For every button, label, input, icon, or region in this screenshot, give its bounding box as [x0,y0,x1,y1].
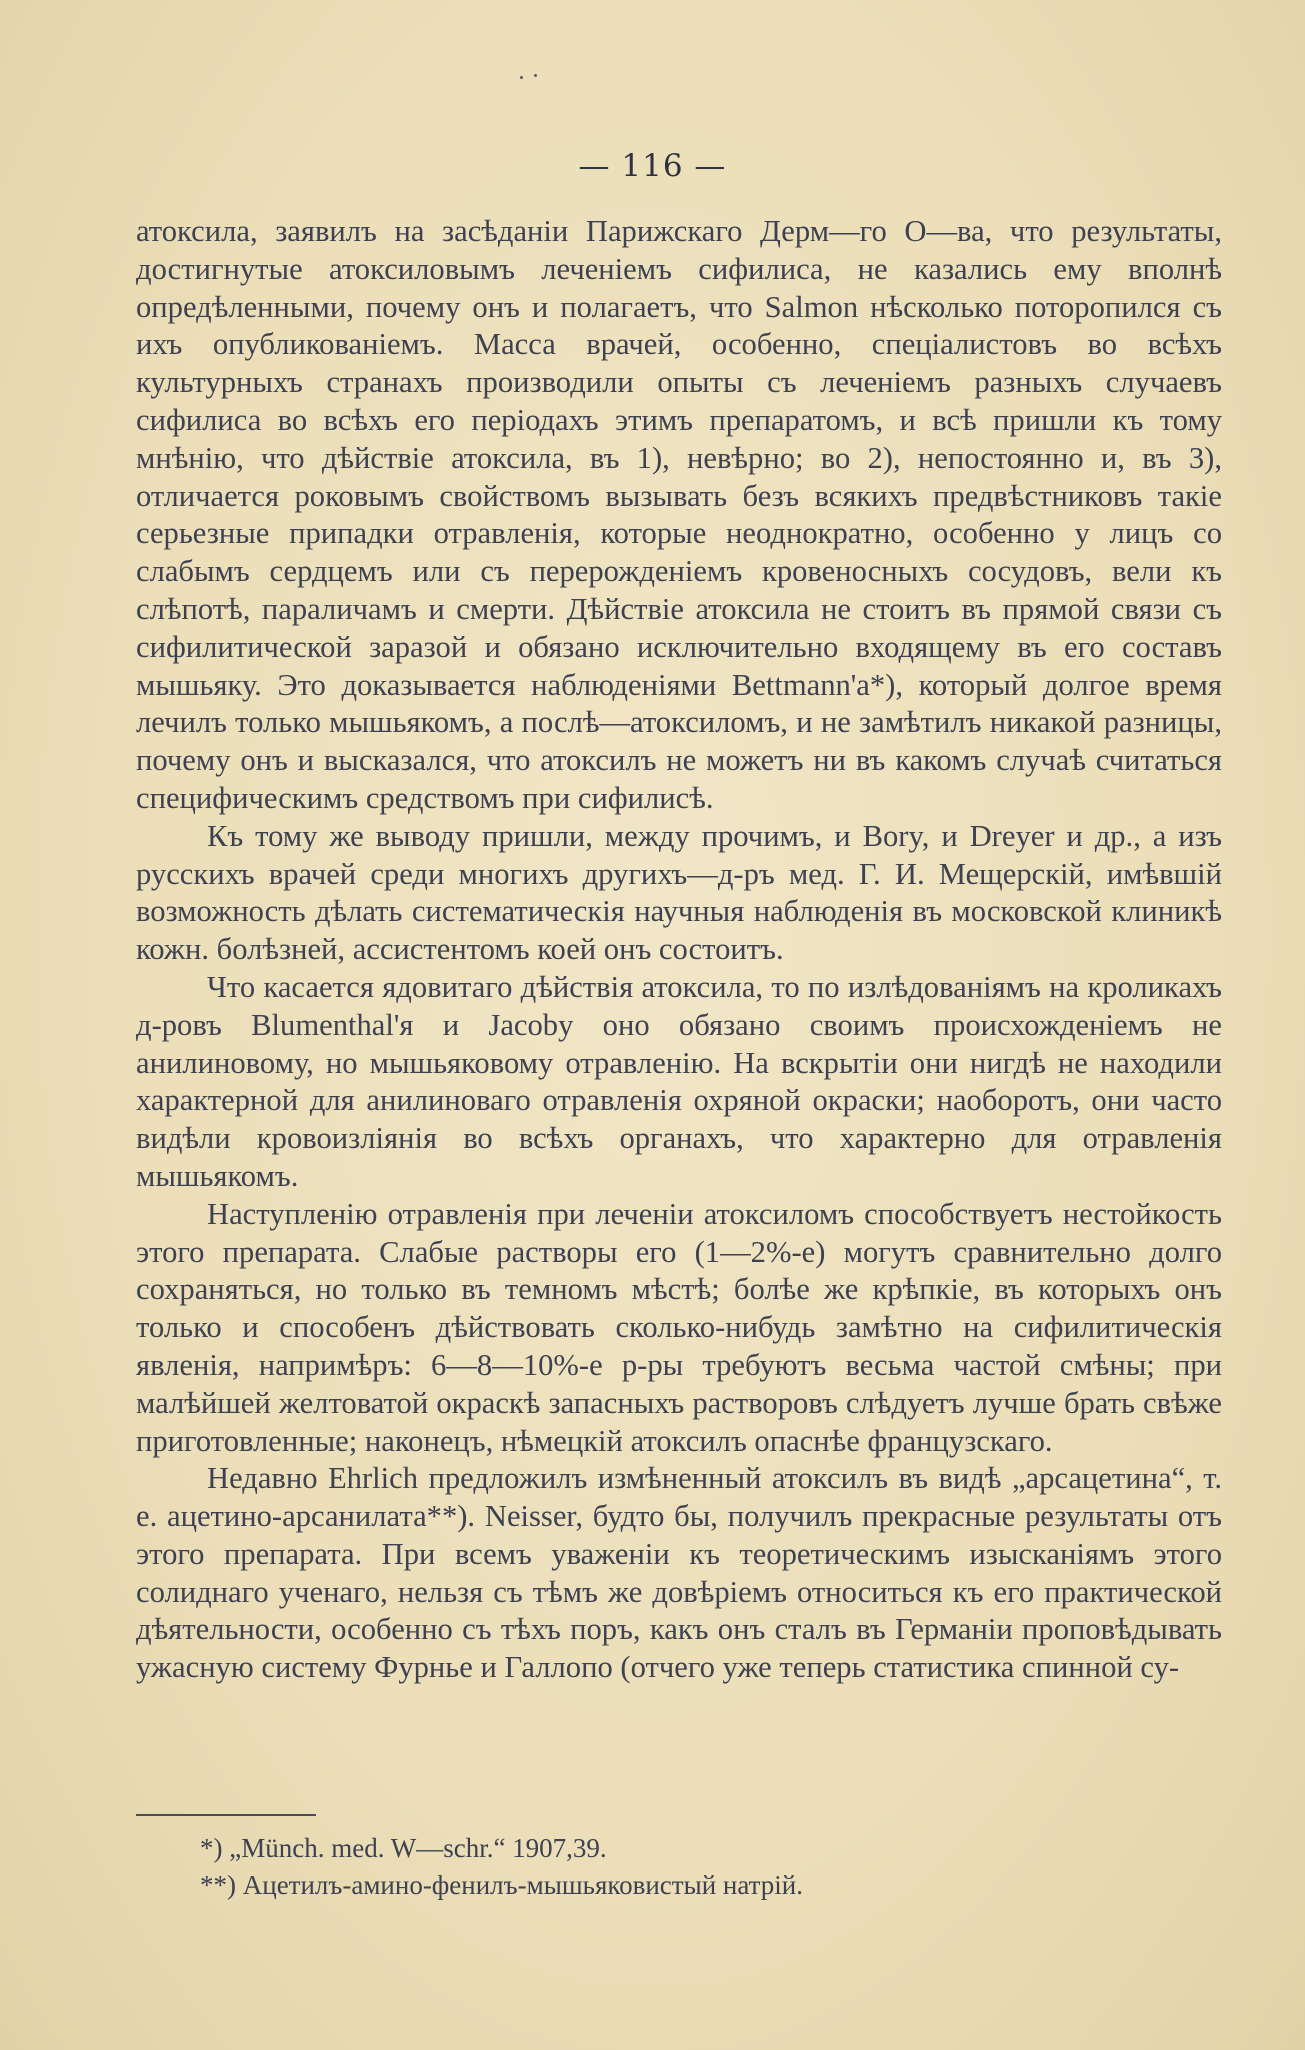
page-number: — 116 — [578,148,727,184]
print-specks [520,72,550,82]
footnote-2: **) Ацетилъ-амино-фенилъ-мышьяковистый натрій. [200,1870,803,1900]
paragraph-1: атоксила, заявилъ на засѣданіи Парижскаго Дерм—го О—ва, что результаты, достигнутые атоксиловымъ леченіемъ сифилиса, не казались ему вполнѣ опредѣленными, почему онъ и полагаетъ, что Salmon нѣсколько поторопился съ ихъ опубликованіемъ. Масса врачей, особенно, спеціалистовъ во всѣхъ культурныхъ странахъ производили опыты съ леченіемъ разныхъ случаевъ сифилиса во всѣхъ его періодахъ этимъ препаратомъ, и всѣ пришли къ тому мнѣнію, что дѣйствіе атоксила, въ 1), невѣрно; во 2), непостоянно и, въ 3), отличается роковымъ свойствомъ вызывать безъ всякихъ предвѣстниковъ такіе серьезные припадки отравленія, которые неоднократно, особенно у лицъ со слабымъ сердцемъ или съ перерожденіемъ кровеносныхъ сосудовъ, вели къ слѣпотѣ, параличамъ и смерти. Дѣйствіе атоксила не стоитъ въ прямой связи съ сифилитической заразой и обязано исключительно входящему въ его составъ мышьяку. Это доказывается наблюденіями Bettmann'a*), который долгое время лечилъ только мышьякомъ, а послѣ—атоксиломъ, и не замѣтилъ никакой разницы, почему онъ и высказался, что атоксилъ не можетъ ни въ какомъ случаѣ считаться специфическимъ средствомъ при сифилисѣ. [136,214,1222,815]
paragraph-5: Недавно Ehrlich предложилъ измѣненный атоксилъ въ видѣ „арсацетина“, т. е. ацетино-арсанилата**). Neisser, будто бы, получилъ прекрасные результаты отъ этого препарата. При всемъ уваженіи къ теоретическимъ изысканіямъ этого солиднаго ученаго, нельзя съ тѣмъ же довѣріемъ относиться къ его практической дѣятельности, особенно съ тѣхъ поръ, какъ онъ сталъ въ Германіи проповѣдывать ужасную систему Фурнье и Галлопо (отчего уже теперь статистика спинной су- [136,1461,1222,1685]
paragraph-2: Къ тому же выводу пришли, между прочимъ, и Bory, и Dreyer и др., а изъ русскихъ врачей среди многихъ другихъ—д-ръ мед. Г. И. Мещерскій, имѣвшій возможность дѣлать систематическія научныя наблюденія въ московской клиникѣ кожн. болѣзней, ассистентомъ коей онъ состоитъ. [136,818,1222,967]
paragraph-4: Наступленію отравленія при леченіи атоксиломъ способствуетъ нестойкость этого препарата. Слабые растворы его (1—2%-е) могутъ сравнительно долго сохраняться, но только въ темномъ мѣстѣ; болѣе же крѣпкіе, въ которыхъ онъ только и способенъ дѣйствовать сколько-нибудь замѣтно на сифилитическія явленія, напримѣръ: 6—8—10%-е р-ры требуютъ весьма частой смѣны; при малѣйшей желтоватой окраскѣ запасныхъ растворовъ слѣдуетъ лучше брать свѣже приготовленные; наконецъ, нѣмецкій атоксилъ опаснѣе французскаго. [136,1196,1222,1458]
footnotes [200,1830,1200,1904]
footnote-divider [136,1814,316,1816]
footnote-1: *) „Münch. med. W—schr.“ 1907,39. [200,1833,607,1863]
body-text [136,213,1222,1687]
paragraph-3: Что касается ядовитаго дѣйствія атоксила, то по излѣдованіямъ на кроликахъ д-ровъ Blumenthal'я и Jacoby оно обязано своимъ происхожденіемъ не анилиновому, но мышьяковому отравленію. На вскрытіи они нигдѣ не находили характерной для анилиноваго отравленія охряной окраски; наоборотъ, они часто видѣли кровоизліянія во всѣхъ органахъ, что характерно для отравленія мышьякомъ. [136,969,1222,1193]
